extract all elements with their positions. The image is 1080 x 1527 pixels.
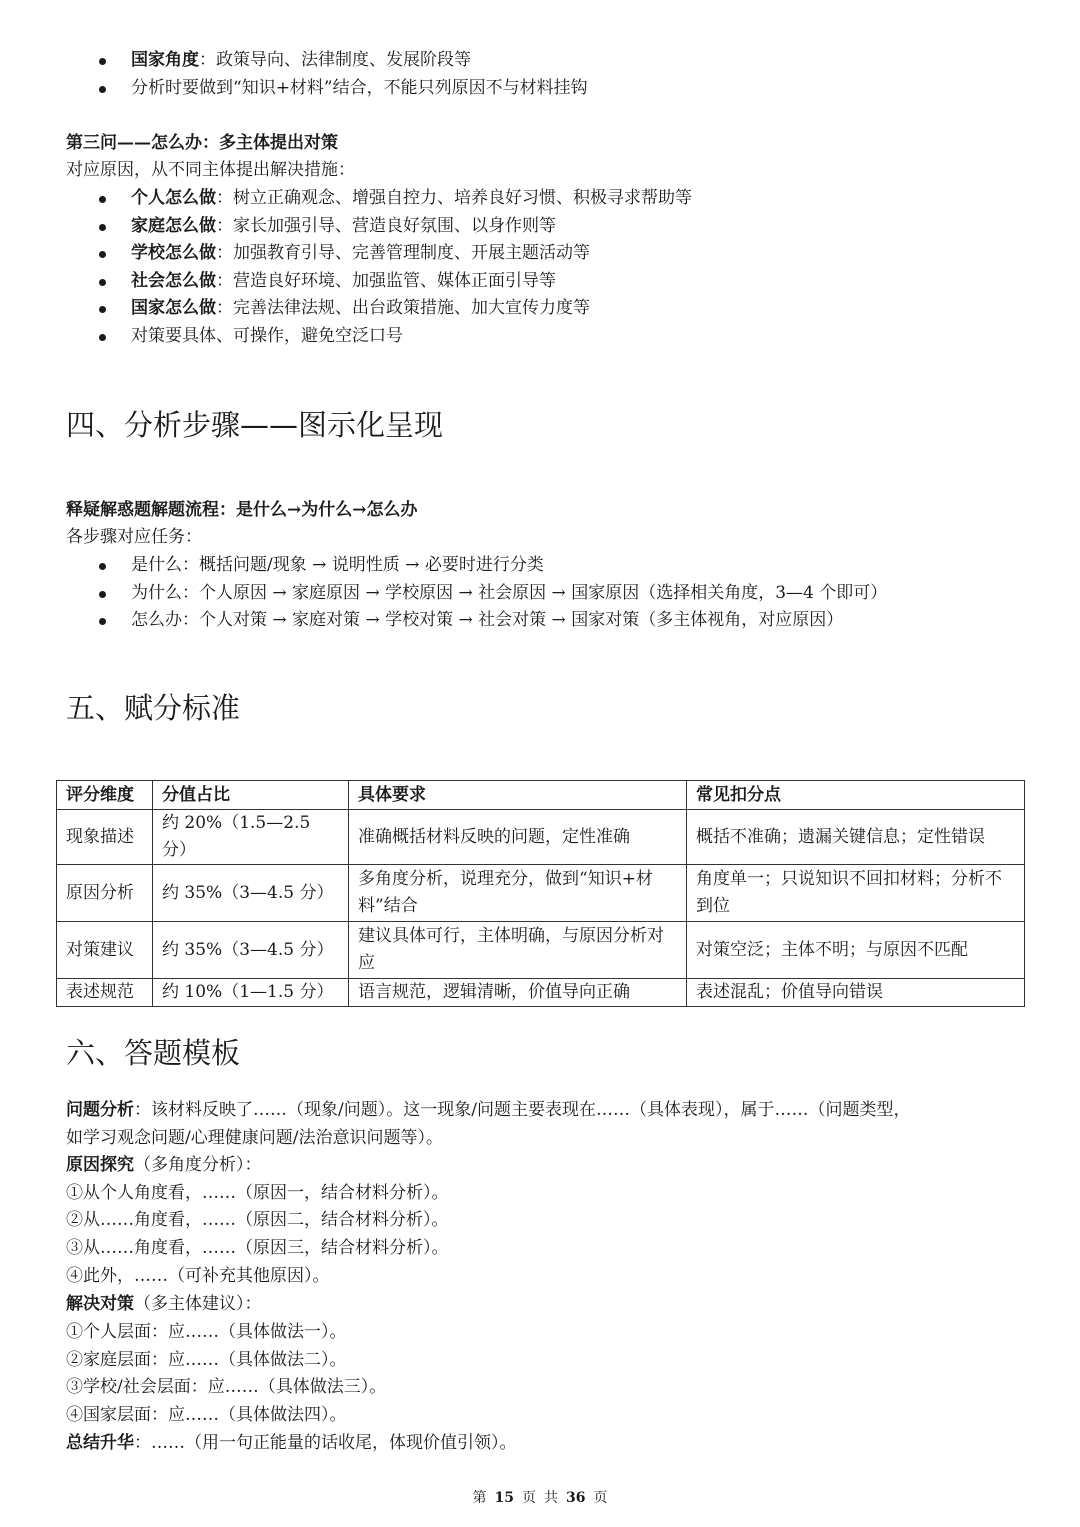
list-item: 国家角度：政策导向、法律制度、发展阶段等 (0, 47, 588, 75)
cause-line: ②从……角度看，……（原因二，结合材料分析）。 (66, 1210, 449, 1230)
table-cell: 约 20%（1.5—2.5 分） (153, 810, 349, 865)
list-item: 社会怎么做：营造良好环境、加强监管、媒体正面引导等 (0, 268, 692, 296)
total-page-number: 36 (566, 1490, 586, 1506)
table-cell: 对策空泛；主体不明；与原因不匹配 (687, 922, 1025, 979)
list-item: 分析时要做到“知识+材料”结合，不能只列原因不与材料挂钩 (0, 75, 588, 103)
cause-line: ③从……角度看，……（原因三，结合材料分析）。 (66, 1238, 449, 1258)
table-cell: 语言规范，逻辑清晰，价值导向正确 (349, 979, 687, 1007)
list-item: 家庭怎么做：家长加强引导、营造良好氛围、以身作则等 (0, 213, 692, 241)
table-header-cell: 具体要求 (349, 781, 687, 810)
table-row (57, 865, 1025, 922)
list-item: 怎么办：个人对策 → 家庭对策 → 学校对策 → 社会对策 → 国家对策（多主体视角，对应原因） (0, 607, 887, 635)
table-cell: 对策建议 (57, 922, 153, 979)
solution-line: ③学校/社会层面：应……（具体做法三）。 (66, 1377, 387, 1397)
list-item: 个人怎么做：树立正确观念、增强自控力、培养良好习惯、积极寻求帮助等 (0, 185, 692, 213)
table-cell: 原因分析 (57, 865, 153, 922)
solution-line: ①个人层面：应……（具体做法一）。 (66, 1322, 347, 1342)
solution-line: ④国家层面：应……（具体做法四）。 (66, 1405, 347, 1425)
steps-intro: 各步骤对应任务： (66, 527, 202, 547)
list-item: 对策要具体、可操作，避免空泛口号 (0, 323, 692, 351)
current-page-number: 15 (494, 1490, 514, 1506)
solution-line: ②家庭层面：应……（具体做法二）。 (66, 1350, 347, 1370)
section5-heading: 五、赋分标准 (66, 691, 241, 725)
solution-heading: 解决对策（多主体建议）： (66, 1294, 262, 1314)
q3-list (0, 185, 692, 350)
cause-line: ④此外，……（可补充其他原因）。 (66, 1266, 330, 1286)
steps-list (0, 552, 887, 635)
table-cell: 建议具体可行，主体明确，与原因分析对应 (349, 922, 687, 979)
table-cell: 约 35%（3—4.5 分） (153, 922, 349, 979)
section6-heading: 六、答题模板 (66, 1036, 241, 1070)
list-item: 为什么：个人原因 → 家庭原因 → 学校原因 → 社会原因 → 国家原因（选择相关角度，3—4 个即可） (0, 580, 887, 608)
table-cell: 角度单一；只说知识不回扣材料；分析不到位 (687, 865, 1025, 922)
table-cell: 约 35%（3—4.5 分） (153, 865, 349, 922)
cause-heading: 原因探究（多角度分析）： (66, 1155, 262, 1175)
list-item: 国家怎么做：完善法律法规、出台政策措施、加大宣传力度等 (0, 295, 692, 323)
summary-line: 总结升华：……（用一句正能量的话收尾，体现价值引领）。 (66, 1433, 517, 1453)
q3-title: 第三问——怎么办：多主体提出对策 (66, 133, 338, 153)
page-footer: 第 15 页 共 36 页 (472, 1490, 608, 1506)
table-cell: 表述规范 (57, 979, 153, 1007)
table-cell: 现象描述 (57, 810, 153, 865)
table-header-cell: 分值占比 (153, 781, 349, 810)
problem-analysis-cont: 如学习观念问题/心理健康问题/法治意识问题等）。 (66, 1128, 443, 1148)
table-header-cell: 常见扣分点 (687, 781, 1025, 810)
table-cell: 约 10%（1—1.5 分） (153, 979, 349, 1007)
table-row (57, 979, 1025, 1007)
table-row (57, 922, 1025, 979)
table-header-cell: 评分维度 (57, 781, 153, 810)
q3-intro: 对应原因，从不同主体提出解决措施： (66, 160, 355, 180)
problem-analysis: 问题分析：该材料反映了……（现象/问题）。这一现象/问题主要表现在……（具体表现），属于……（问题类型， (66, 1100, 911, 1120)
cause-line: ①从个人角度看，……（原因一，结合材料分析）。 (66, 1183, 449, 1203)
list-item: 是什么：概括问题/现象 → 说明性质 → 必要时进行分类 (0, 552, 887, 580)
top-bullet-list (0, 47, 588, 102)
table-header-row (57, 781, 1025, 810)
table-cell: 概括不准确；遗漏关键信息；定性错误 (687, 810, 1025, 865)
table-cell: 多角度分析，说理充分，做到“知识+材料”结合 (349, 865, 687, 922)
section4-heading: 四、分析步骤——图示化呈现 (66, 408, 444, 442)
table-cell: 准确概括材料反映的问题，定性准确 (349, 810, 687, 865)
table-cell: 表述混乱；价值导向错误 (687, 979, 1025, 1007)
list-item: 学校怎么做：加强教育引导、完善管理制度、开展主题活动等 (0, 240, 692, 268)
scoring-table (56, 780, 1025, 1007)
flow-title: 释疑解惑题解题流程：是什么→为什么→怎么办 (66, 500, 418, 520)
table-row (57, 810, 1025, 865)
